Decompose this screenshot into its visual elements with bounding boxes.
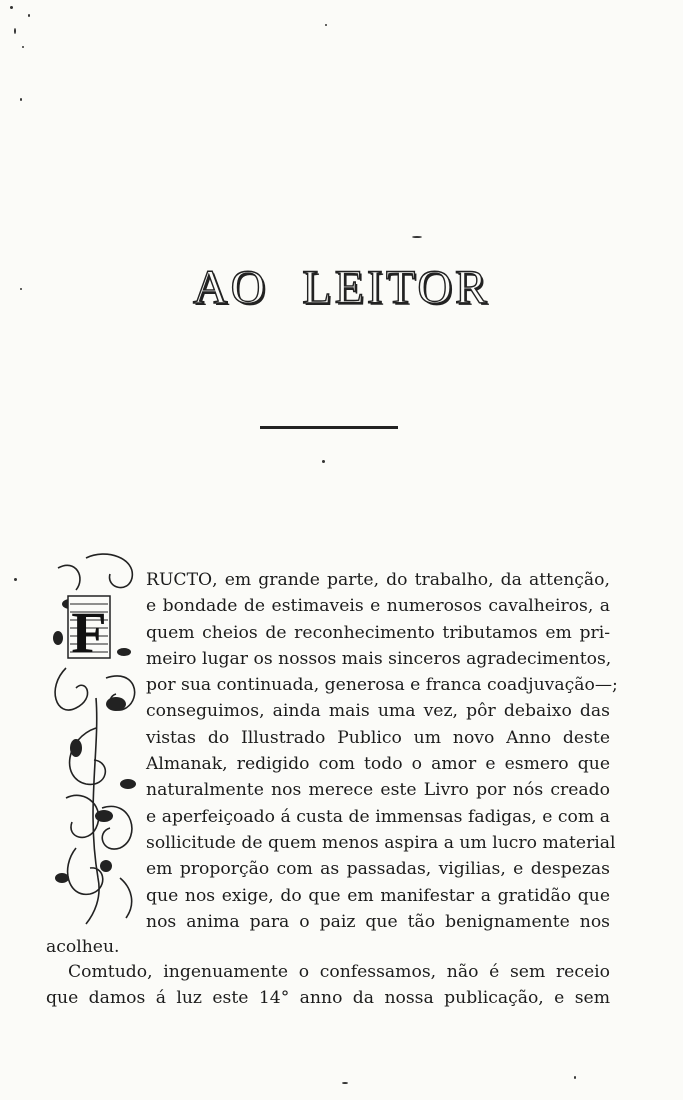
paragraph-line — [146, 567, 610, 593]
paragraph-line — [146, 830, 616, 856]
paragraph-line-text: conseguimos, ainda mais uma vez, pôr debaixo das — [146, 701, 610, 722]
drop-cap-letter: F — [71, 600, 107, 665]
paragraph-last-line: acolheu. — [46, 937, 120, 957]
paragraph-line — [146, 646, 610, 672]
paragraph-line — [146, 751, 610, 777]
paragraph-line-text: sollicitude de quem menos aspira a um lucro material — [146, 832, 616, 853]
scan-speck — [20, 98, 22, 101]
paragraph-line — [146, 777, 610, 803]
paragraph-line-text: naturalmente nos merece este Livro por nós creado — [146, 780, 610, 801]
paragraph-line-text: meiro lugar os nossos mais sinceros agradecimentos, — [146, 648, 612, 669]
scan-speck — [14, 578, 17, 581]
paragraph-line-text: , em grande parte, do trabalho, da attenção, — [212, 570, 610, 590]
scan-speck — [322, 460, 325, 463]
paragraph-line-text: em proporção com as passadas, vigilias, e despezas — [146, 859, 610, 880]
paragraph-line — [146, 620, 610, 646]
paragraph-line-text: quem cheios de reconhecimento tributamos em pri- — [146, 622, 610, 643]
title-word-leitor: LEITOR — [302, 261, 491, 314]
paragraph-line-text: e aperfeiçoado á custa de immensas fadigas, e com a — [146, 806, 610, 827]
paragraph-line — [146, 856, 610, 882]
scan-speck — [22, 46, 24, 48]
body-paragraph — [146, 567, 618, 935]
paragraph-line-text: Almanak, redigido com todo o amor e esmero que — [146, 754, 610, 775]
paragraph-line-text: que nos exige, do que em manifestar a gratidão que — [146, 885, 610, 906]
second-paragraph-first-line: Comtudo, ingenuamente o confessamos, não é sem receio — [68, 962, 610, 982]
drop-cap-continuation: RUCTO — [146, 570, 213, 590]
paragraph-line-text: por sua continuada, generosa e franca coadjuvação—; — [146, 675, 618, 696]
title-divider-rule — [260, 426, 398, 429]
paragraph-line — [146, 698, 610, 724]
scan-speck — [325, 24, 327, 26]
scan-speck — [342, 1082, 348, 1084]
second-paragraph-second-line: que damos á luz este 14° anno da nossa publicação, e sem — [46, 988, 610, 1008]
scan-speck — [28, 14, 30, 17]
scan-speck — [412, 236, 422, 238]
paragraph-line — [146, 909, 610, 935]
page-title — [0, 258, 683, 318]
paragraph-line — [146, 804, 610, 830]
paragraph-line-text: e bondade de estimaveis e numerosos cavalheiros, a — [146, 596, 610, 617]
scan-speck — [14, 28, 16, 34]
paragraph-line — [146, 672, 618, 698]
floral-drop-cap-ornament — [46, 548, 146, 928]
scan-speck — [574, 1076, 576, 1079]
scan-speck — [10, 6, 13, 9]
paragraph-line — [146, 593, 610, 619]
paragraph-line — [146, 883, 610, 909]
paragraph-line-text: vistas do Illustrado Publico um novo Anno deste — [146, 727, 610, 748]
title-word-ao: AO — [192, 261, 269, 314]
paragraph-line-text: nos anima para o paiz que tão benignamente nos — [146, 911, 610, 932]
paragraph-line — [146, 725, 610, 751]
